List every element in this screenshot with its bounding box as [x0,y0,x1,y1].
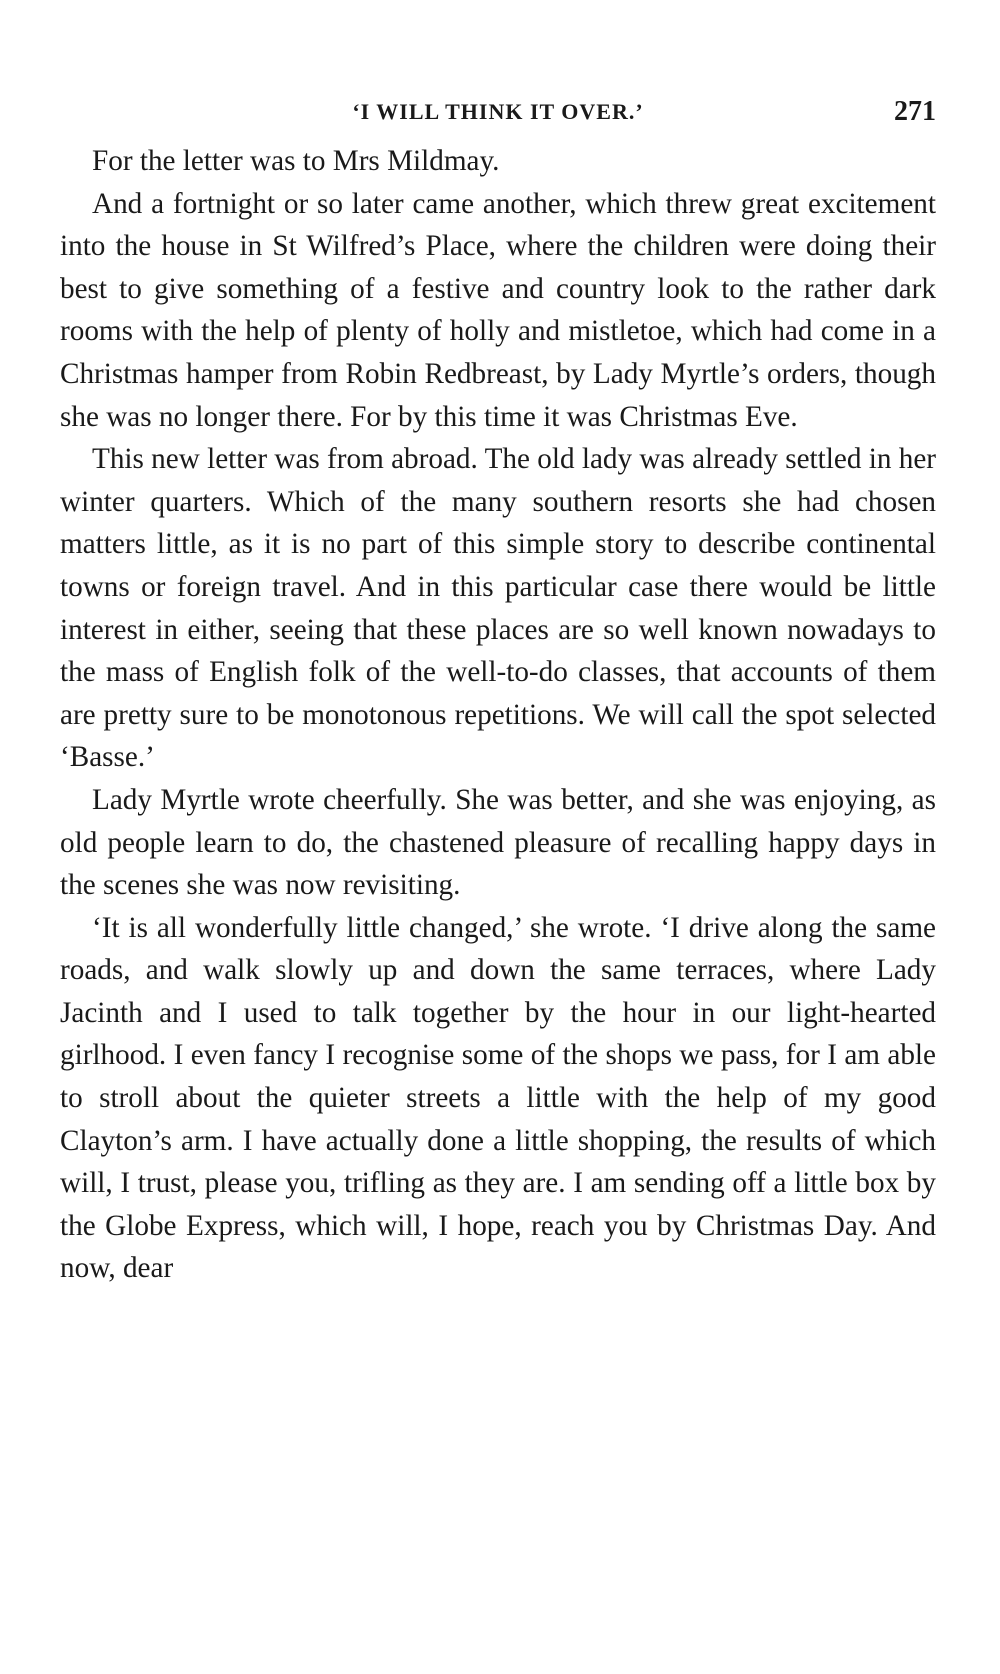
paragraph: And a fortnight or so later came another, which threw great excitement into the house in St Wilfred’s Place, where the children were doing their best to give something of a festive and country look to the rather dark rooms with the help of plenty of holly and mistletoe, which had come in a Christmas hamper from Robin Redbreast, by Lady Myrtle’s orders, though she was no longer there. For by this time it was Christmas Eve. [60,187,936,433]
body-text [60,140,936,1290]
running-head [60,92,936,132]
paragraph: For the letter was to Mrs Mildmay. [92,145,500,177]
paragraph: Lady Myrtle wrote cheerfully. She was better, and she was enjoying, as old people learn to do, the chastened pleasure of recalling happy days in the scenes she was now revisiting. [60,783,936,902]
paragraph: This new letter was from abroad. The old lady was already settled in her winter quarters. Which of the many southern resorts she had chosen matters little, as it is no part of this simple story to describe continental towns or foreign travel. And in this particular case there would be little interest in either, seeing that these places are so well known nowadays to the mass of English folk of the well-to-do classes, that accounts of them are pretty sure to be monotonous repetitions. We will call the spot selected ‘Basse.’ [60,443,937,774]
paragraph: ‘It is all wonderfully little changed,’ she wrote. ‘I drive along the same roads, and walk slowly up and down the same terraces, where Lady Jacinth and I used to talk together by the hour in our light-hearted girlhood. I even fancy I recognise some of the shops we pass, for I am able to stroll about the quieter streets a little with the help of my good Clayton’s arm. I have actually done a little shopping, the results of which will, I trust, please you, trifling as they are. I am sending off a little box by the Globe Express, which will, I hope, reach you by Christmas Day. And now, dear [60,911,936,1285]
chapter-running-title: ‘I WILL THINK IT OVER.’ [352,99,644,124]
page-number: 271 [894,96,936,127]
